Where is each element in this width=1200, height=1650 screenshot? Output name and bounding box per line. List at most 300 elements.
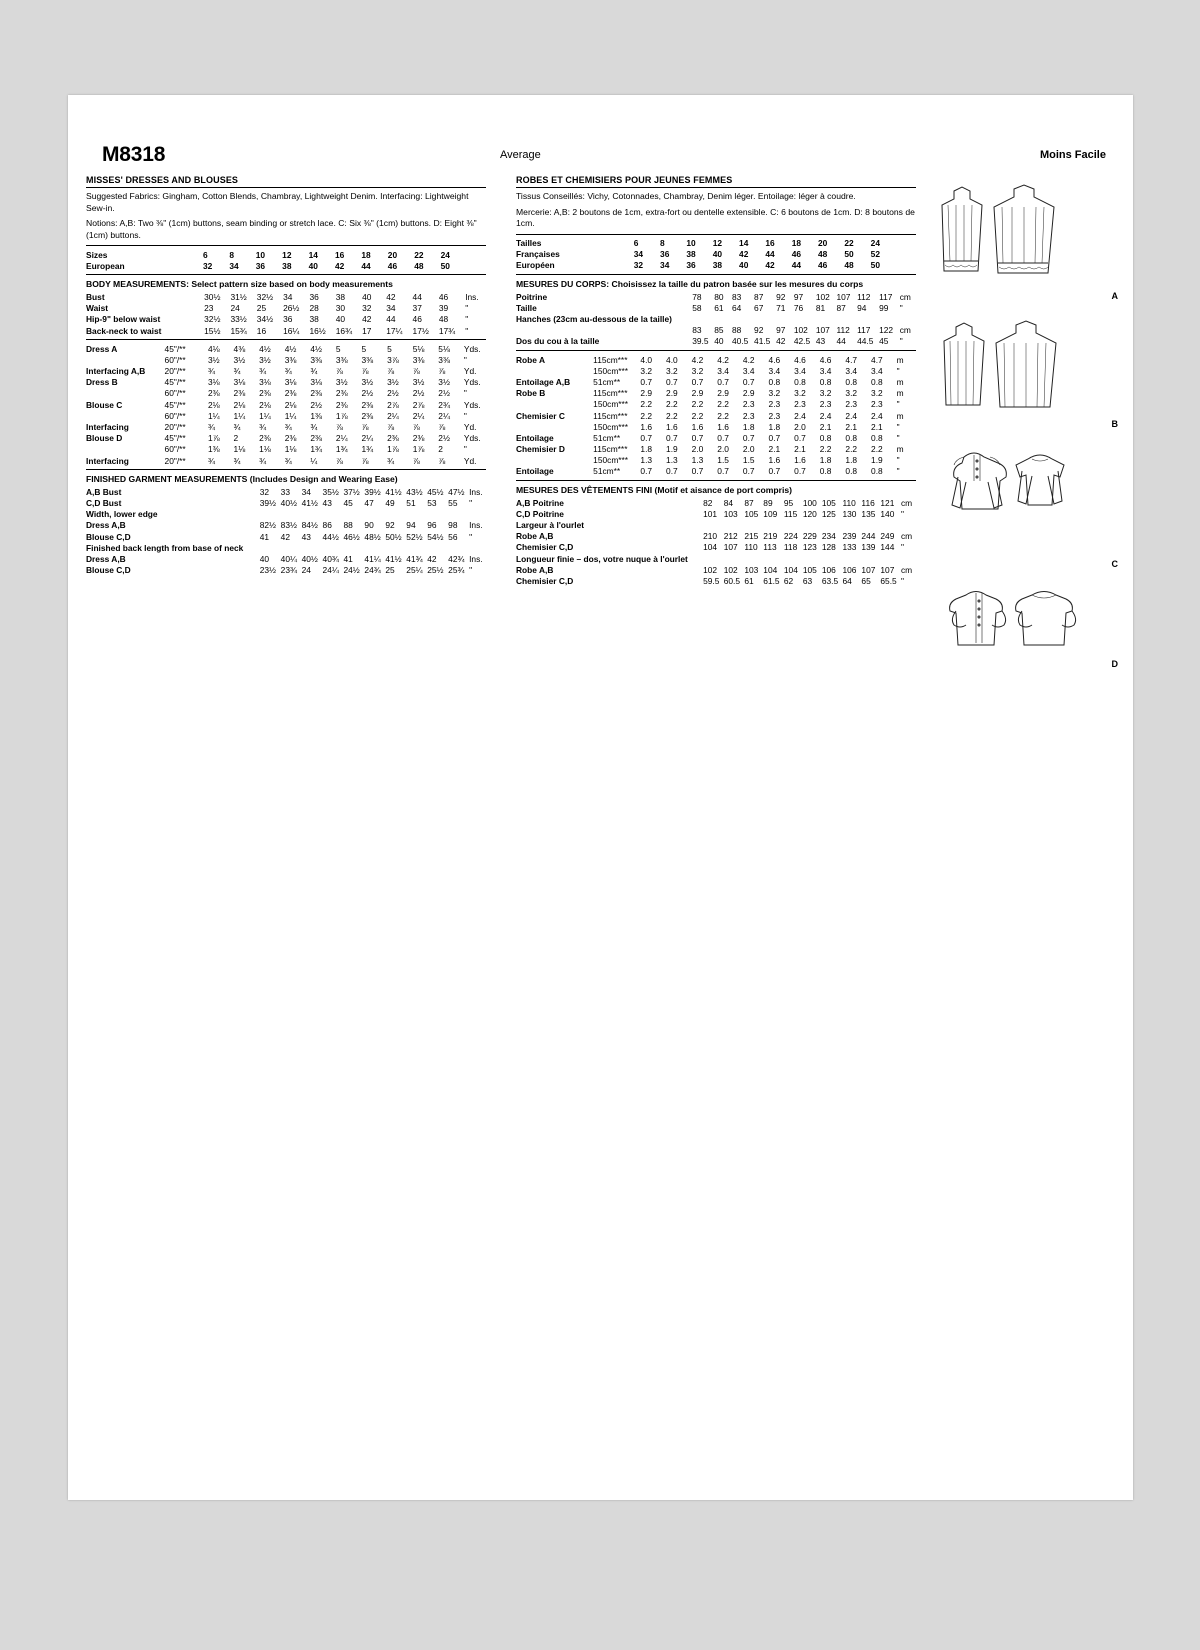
cell: 40 — [714, 336, 724, 347]
cell — [323, 509, 344, 520]
cell: 3⅜ — [438, 354, 450, 365]
cell: 249 — [880, 531, 895, 542]
cell: 94 — [406, 520, 416, 531]
cell: 0.7 — [691, 466, 704, 477]
cell: 1⅞ — [335, 410, 348, 421]
divider — [516, 350, 916, 351]
cell: 94 — [857, 302, 867, 313]
table-row — [86, 497, 486, 508]
cell: 2½ — [438, 388, 450, 399]
cell: 41¾ — [406, 553, 423, 564]
row-label — [86, 444, 165, 455]
cell: 2⅜ — [310, 388, 322, 399]
cell: 2 — [438, 444, 443, 455]
row-label: C,D Poitrine — [516, 508, 564, 519]
cell: 105 — [821, 497, 836, 508]
cell: 2¼ — [387, 410, 399, 421]
cell: 0.8 — [871, 432, 883, 443]
row-label: Dos du cou à la taille — [516, 336, 600, 347]
row-unit: " — [896, 399, 900, 410]
table-row — [86, 388, 486, 399]
cell: 1.5 — [742, 455, 755, 466]
cell — [732, 313, 754, 324]
row-sublabel: 115cm*** — [593, 410, 628, 421]
row-label: Hip-9" below waist — [86, 314, 161, 325]
row-unit: m — [896, 354, 904, 365]
row-label: Dress A,B — [86, 553, 126, 564]
cell: 1¾ — [361, 444, 374, 455]
cell: 33 — [280, 486, 290, 497]
cell: 1¾ — [310, 444, 322, 455]
row-sublabel: 20"/** — [164, 366, 186, 377]
cell: 0.8 — [845, 466, 858, 477]
cell: 44 — [836, 336, 846, 347]
row-unit: cm — [899, 325, 911, 336]
row-sublabel — [169, 291, 205, 302]
cell: ⅞ — [361, 366, 369, 377]
cell: 3.4 — [819, 365, 832, 376]
table-row — [516, 302, 916, 313]
cell: 5⅛ — [438, 343, 450, 354]
cell: 40.5 — [732, 336, 749, 347]
cell: ⅞ — [387, 366, 395, 377]
cell: 25¾ — [448, 565, 465, 576]
english-yardage-table — [86, 343, 486, 466]
cell: 42.5 — [793, 336, 811, 347]
cell: 104 — [703, 542, 718, 553]
cell: 1⅞ — [412, 444, 425, 455]
cell: 3.2 — [845, 388, 858, 399]
cell — [385, 509, 406, 520]
cell — [784, 519, 803, 530]
cell: 1.8 — [819, 455, 832, 466]
row-unit: cm — [900, 497, 913, 508]
cell: 28 — [309, 303, 319, 314]
cell: 0.7 — [742, 432, 755, 443]
table-row — [86, 291, 486, 302]
table-row — [86, 444, 486, 455]
cell: 1.6 — [640, 421, 653, 432]
row-sublabel — [243, 497, 259, 508]
cell: 2.2 — [691, 399, 704, 410]
cell: 3⅜ — [361, 354, 374, 365]
cell: 25 — [256, 303, 267, 314]
cell: 3.2 — [691, 365, 704, 376]
row-unit: " — [469, 497, 473, 508]
divider — [516, 274, 916, 275]
divider — [86, 274, 486, 275]
cell: 112 — [836, 325, 850, 336]
row-label: Dress A — [86, 343, 118, 354]
cell: 113 — [763, 542, 777, 553]
cell — [385, 542, 406, 553]
cell: 67 — [754, 302, 764, 313]
cell: 2⅜ — [259, 388, 271, 399]
cell: ¾ — [284, 455, 292, 466]
row-unit: cm — [899, 291, 911, 302]
row-label — [86, 354, 165, 365]
cell: 4.6 — [819, 354, 832, 365]
row-sublabel: 20"/** — [164, 422, 186, 433]
row-unit: " — [469, 565, 473, 576]
cell — [281, 542, 302, 553]
cell: 1⅛ — [259, 444, 271, 455]
cell: 97 — [776, 325, 786, 336]
cell: 92 — [385, 520, 395, 531]
row-sublabel — [243, 565, 259, 576]
cell: 109 — [763, 508, 778, 519]
cell: 3.2 — [871, 388, 883, 399]
row-label: Robe A — [516, 354, 546, 365]
cell: ⅞ — [335, 366, 343, 377]
cell: 34 — [301, 486, 311, 497]
cell: 2⅜ — [284, 433, 297, 444]
table-row — [86, 343, 486, 354]
cell: 41¼ — [364, 553, 381, 564]
cell: ¾ — [259, 455, 267, 466]
cell: 95 — [783, 497, 794, 508]
cell — [803, 553, 822, 564]
cell: 4⅛ — [207, 343, 220, 354]
cell: 61 — [714, 302, 724, 313]
cell: 55 — [448, 497, 458, 508]
cell: 61.5 — [763, 575, 780, 586]
row-sublabel: 45"/** — [164, 399, 186, 410]
cell: 3⅜ — [284, 354, 297, 365]
cell: ⅞ — [361, 422, 369, 433]
english-finished-table — [86, 486, 486, 576]
cell: 92 — [754, 325, 764, 336]
row-label: Robe A,B — [516, 531, 554, 542]
row-sublabel — [169, 325, 205, 336]
row-sublabel — [688, 564, 703, 575]
cell: 48½ — [364, 531, 381, 542]
cell: 81 — [815, 302, 826, 313]
cell: 44 — [412, 291, 422, 302]
cell: 89 — [763, 497, 773, 508]
cell: 3⅜ — [310, 354, 322, 365]
row-unit — [900, 313, 916, 324]
divider — [516, 234, 916, 235]
cell — [842, 553, 861, 564]
french-finished-table — [516, 497, 916, 587]
cell: 133 — [842, 542, 857, 553]
table-row — [86, 314, 486, 325]
line-art-column — [936, 175, 1116, 681]
cell: 46 — [412, 314, 422, 325]
row-unit: Yds. — [463, 377, 481, 388]
cell: 25 — [385, 565, 395, 576]
row-sublabel — [243, 531, 259, 542]
cell: 41 — [343, 553, 353, 564]
cell: 102 — [815, 291, 830, 302]
cell: ¾ — [259, 422, 267, 433]
table-row: Sizes 6 8 10 12 14 16 18 20 22 24 — [86, 249, 450, 260]
table-row — [516, 455, 916, 466]
table-row — [86, 455, 486, 466]
row-sublabel: 150cm*** — [593, 365, 629, 376]
divider — [516, 480, 916, 481]
cell: 87 — [744, 497, 754, 508]
row-label: C,D Bust — [86, 497, 122, 508]
cell: 117 — [857, 325, 871, 336]
cell: 2⅜ — [259, 433, 271, 444]
row-sublabel — [688, 542, 703, 553]
row-unit: cm — [900, 564, 913, 575]
cell: 16½ — [309, 325, 326, 336]
cell: 2.4 — [845, 410, 858, 421]
row-label: Bust — [86, 291, 105, 302]
cell: 39½ — [364, 486, 381, 497]
cell: 2¼ — [361, 433, 374, 444]
row-sublabel: 150cm*** — [593, 455, 629, 466]
row-sublabel — [672, 291, 692, 302]
row-label: Interfacing — [86, 422, 129, 433]
row-label: Interfacing — [86, 455, 129, 466]
cell: 0.7 — [794, 466, 806, 477]
cell — [857, 313, 879, 324]
french-sizes-table — [516, 238, 916, 272]
cell: 2.0 — [691, 444, 704, 455]
cell: 44½ — [322, 531, 339, 542]
table-row: Françaises 34 36 38 40 42 44 46 48 50 52 — [516, 249, 880, 260]
cell: 97 — [793, 291, 804, 302]
row-label: Blouse C,D — [86, 531, 131, 542]
row-label: Finished back length from base of neck — [86, 542, 244, 553]
row-sublabel — [169, 314, 205, 325]
cell: 0.7 — [640, 432, 653, 443]
cell — [448, 509, 469, 520]
cell — [744, 553, 763, 564]
cell: 2.3 — [871, 399, 883, 410]
cell: 80 — [714, 291, 724, 302]
cell: ⅞ — [438, 366, 446, 377]
cell: 5 — [335, 343, 341, 354]
cell — [784, 553, 803, 564]
cell: 3½ — [361, 377, 374, 388]
cell — [879, 313, 900, 324]
cell: 62 — [783, 575, 794, 586]
cell: 3.4 — [717, 365, 729, 376]
cell: 2.1 — [871, 421, 883, 432]
cell: 36 — [283, 314, 293, 325]
cell: 44 — [386, 314, 396, 325]
cell: 3½ — [387, 377, 399, 388]
cell: 38 — [335, 291, 346, 302]
cell: 51 — [406, 497, 416, 508]
cell: 64 — [842, 575, 852, 586]
row-unit: " — [469, 531, 473, 542]
cell: 0.7 — [640, 466, 653, 477]
table-row — [86, 421, 486, 432]
cell: 244 — [861, 531, 876, 542]
cell: 43 — [815, 336, 826, 347]
cell: 15¾ — [230, 325, 247, 336]
english-sizes-table — [86, 249, 486, 271]
cell: 0.7 — [717, 376, 729, 387]
cell: 41½ — [301, 497, 318, 508]
cell: 1¼ — [284, 410, 297, 421]
cell — [754, 313, 776, 324]
cell: 2¼ — [335, 433, 348, 444]
cell — [724, 553, 745, 564]
cell: 3⅛ — [259, 377, 271, 388]
cell: 3½ — [233, 354, 246, 365]
cell: 224 — [783, 531, 798, 542]
row-sublabel — [672, 302, 692, 313]
cell: 3½ — [438, 377, 450, 388]
row-sublabel — [243, 486, 259, 497]
row-sublabel: 60"/** — [164, 354, 186, 365]
cell: 32 — [259, 486, 270, 497]
row-sublabel — [688, 553, 703, 564]
cell: 3.2 — [640, 365, 653, 376]
cell: 2.9 — [742, 388, 755, 399]
cell — [302, 542, 323, 553]
cell: 24¾ — [364, 565, 381, 576]
cell: 4½ — [259, 343, 271, 354]
cell: 82½ — [259, 520, 277, 531]
row-sublabel — [688, 531, 703, 542]
cell: 5 — [361, 343, 367, 354]
cell: 17¾ — [438, 325, 456, 336]
cell: 2.1 — [794, 444, 806, 455]
cell: 1.9 — [666, 444, 678, 455]
divider — [86, 469, 486, 470]
table-row — [516, 336, 916, 347]
cell: 84 — [723, 497, 734, 508]
cell: 3.4 — [742, 365, 755, 376]
cell: 2¾ — [438, 399, 450, 410]
cell: 4½ — [310, 343, 322, 354]
cell: 105 — [744, 508, 759, 519]
cell: 4⅜ — [233, 343, 246, 354]
row-label: Robe A,B — [516, 564, 554, 575]
cell: 34½ — [256, 314, 274, 325]
row-label — [516, 365, 593, 376]
row-unit: " — [896, 455, 900, 466]
row-label — [516, 455, 593, 466]
cell — [427, 542, 448, 553]
row-sublabel: 60"/** — [164, 410, 186, 421]
cell: 0.7 — [691, 376, 704, 387]
row-sublabel: 20"/** — [164, 455, 186, 466]
cell: 90 — [364, 520, 374, 531]
cell: 2.1 — [845, 421, 858, 432]
cell: 0.7 — [794, 432, 806, 443]
cell: 63 — [802, 575, 813, 586]
cell: 4.0 — [640, 354, 653, 365]
english-column — [86, 175, 486, 576]
row-unit: cm — [900, 531, 913, 542]
table-row — [86, 354, 486, 365]
cell: 0.8 — [819, 466, 832, 477]
cell: 2⅛ — [259, 399, 271, 410]
row-unit: Yds. — [463, 433, 481, 444]
cell: 2⅞ — [412, 399, 425, 410]
cell: 105 — [802, 564, 817, 575]
cell: 40½ — [301, 553, 318, 564]
cell: 40¾ — [322, 553, 339, 564]
cell: 103 — [744, 564, 759, 575]
difficulty-label-en: Average — [500, 149, 541, 161]
cell: 24 — [230, 303, 240, 314]
cell: 106 — [842, 564, 857, 575]
row-label: Poitrine — [516, 291, 548, 302]
cell: 1¼ — [207, 410, 220, 421]
row-label: Chemisier D — [516, 444, 565, 455]
cell: 34 — [283, 291, 293, 302]
cell: 42 — [362, 314, 372, 325]
cell: 0.7 — [640, 376, 653, 387]
cell: 107 — [723, 542, 738, 553]
cell — [260, 509, 281, 520]
row-label: Taille — [516, 302, 537, 313]
cell: 23¾ — [280, 565, 297, 576]
cell: 3⅛ — [310, 377, 322, 388]
cell: 45 — [343, 497, 353, 508]
cell: 83½ — [280, 520, 297, 531]
row-sublabel — [243, 520, 259, 531]
cell — [703, 553, 724, 564]
table-row — [516, 508, 916, 519]
cell: 1.5 — [717, 455, 729, 466]
cell: 43½ — [406, 486, 423, 497]
cell: 98 — [448, 520, 458, 531]
english-body-title: BODY MEASUREMENTS: Select pattern size based on body measurements — [86, 279, 393, 290]
cell: 63.5 — [821, 575, 839, 586]
cell — [364, 509, 385, 520]
cell: 102 — [793, 325, 808, 336]
cell: 42 — [280, 531, 290, 542]
cell: 139 — [861, 542, 876, 553]
cell: 24½ — [343, 565, 360, 576]
cell: 23 — [204, 303, 214, 314]
row-unit: Ins. — [469, 520, 483, 531]
cell: 4.6 — [794, 354, 806, 365]
cell: 3⅜ — [412, 354, 425, 365]
cell: 16¾ — [335, 325, 353, 336]
cell: 125 — [821, 508, 836, 519]
view-c-illustration — [936, 441, 1116, 571]
table-row — [516, 325, 916, 336]
cell: 0.7 — [717, 466, 729, 477]
cell: 2⅜ — [387, 433, 399, 444]
cell: 83 — [692, 325, 702, 336]
cell: 87 — [836, 302, 846, 313]
view-b-label: B — [1111, 419, 1118, 429]
cell: 2½ — [387, 388, 399, 399]
cell: 17¼ — [386, 325, 403, 336]
cell: 1.6 — [691, 421, 704, 432]
cell: ⅞ — [412, 422, 420, 433]
cell: 46½ — [343, 531, 360, 542]
cell: 2½ — [310, 399, 322, 410]
cell: 122 — [879, 325, 894, 336]
cell: 40 — [335, 314, 346, 325]
table-row — [86, 433, 486, 444]
cell: 3⅞ — [387, 354, 399, 365]
row-unit: " — [900, 508, 904, 519]
row-sublabel — [688, 497, 703, 508]
row-unit: " — [896, 432, 900, 443]
table-row — [516, 497, 916, 508]
row-unit: " — [896, 466, 900, 477]
cell: ¾ — [259, 366, 267, 377]
cell: 229 — [802, 531, 817, 542]
cell: 64 — [732, 302, 742, 313]
cell: 54½ — [427, 531, 444, 542]
